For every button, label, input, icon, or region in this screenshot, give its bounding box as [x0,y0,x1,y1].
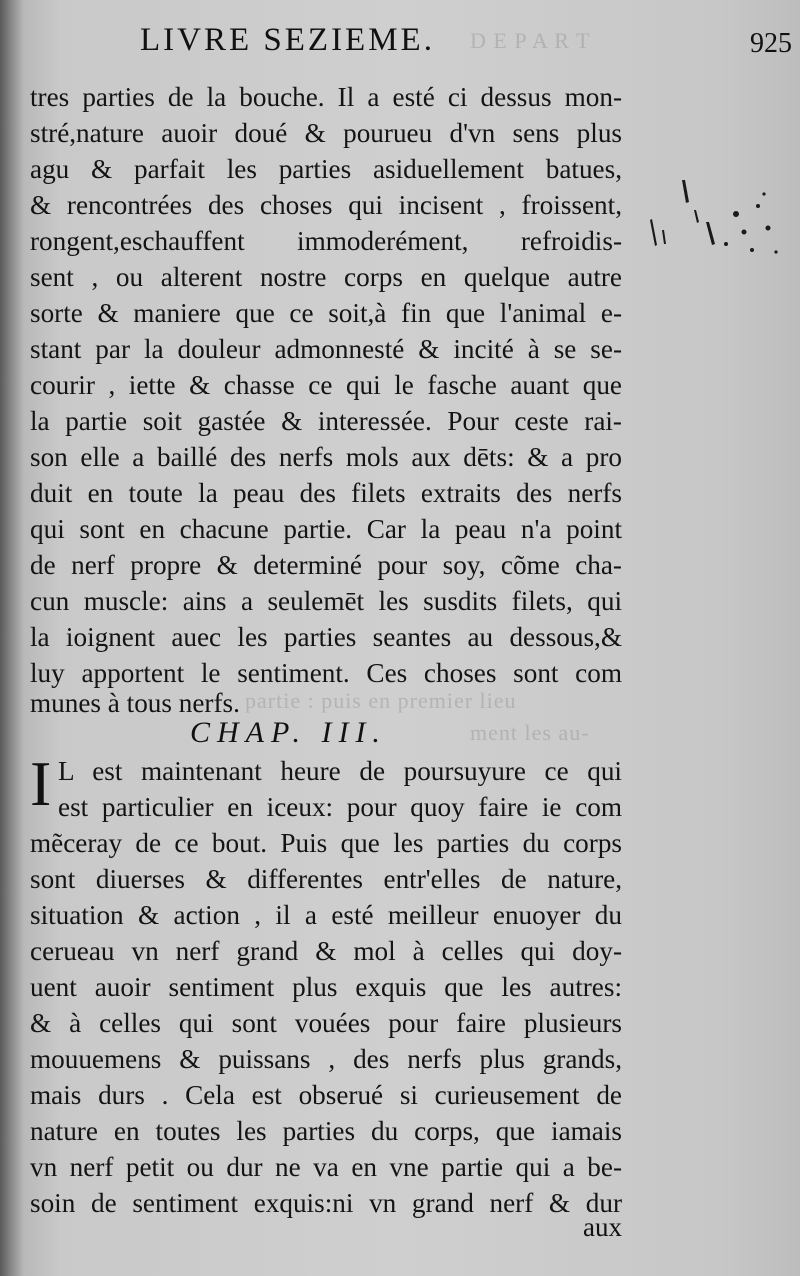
text-line: situation & action , il a esté meilleur enuoyer du [30,900,622,930]
chapter-heading: CHAP. III. [190,716,387,749]
show-through-text: D E P A R T [470,28,591,53]
text-line: sont diuerses & differentes entr'elles de nature, [30,864,622,894]
show-through-text: partie : puis en premier lieu [245,688,517,713]
text-line: agu & parfait les parties asiduellement batues, [30,154,622,184]
text-line: tres parties de la bouche. Il a esté ci dessus mon- [30,82,622,112]
text-line: cerueau vn nerf grand & mol à celles qui doy- [30,936,622,966]
text-line: mẽceray de ce bout. Puis que les parties du corps [30,828,622,858]
text-line: sent , ou alterent nostre corps en quelque autre [30,262,622,292]
text-line: vn nerf petit ou dur ne va en vne partie qui a be- [30,1152,622,1182]
text-line: sorte & maniere que ce soit,à fin que l'animal e- [30,298,622,328]
running-head: LIVRE SEZIEME. [140,22,435,58]
text-line: luy apportent le sentiment. Ces choses sont com [30,658,622,688]
text-line: courir , iette & chasse ce qui le fasche auant que [30,370,622,400]
text-line: stré,nature auoir doué & pourueu d'vn sens plus [30,118,622,148]
text-line: la partie soit gastée & interessée. Pour ceste rai- [30,406,622,436]
text-line: nature en toutes les parties du corps, que iamais [30,1116,622,1146]
text-line: & à celles qui sont vouées pour faire plusieurs [30,1008,622,1038]
text-line: rongent,eschauffent immoderément, refroidis- [30,226,622,256]
text-line: duit en toute la peau des filets extraits des nerfs [30,478,622,508]
text-line: la ioignent auec les parties seantes au dessous,& [30,622,622,652]
text-line: soin de sentiment exquis:ni vn grand nerf & dur [30,1188,622,1218]
ink-specks [640,170,790,280]
text-line: qui sont en chacune partie. Car la peau n'a point [30,514,622,544]
show-through-text: ment les au- [470,720,590,745]
text-line: cun muscle: ains a seulemēt les susdits filets, qui [30,586,622,616]
catchword: aux [583,1212,622,1242]
text-line: est particulier en iceux: pour quoy faire ie com [58,792,622,822]
text-line: uent auoir sentiment plus exquis que les autres: [30,972,622,1002]
text-line: son elle a baillé des nerfs mols aux dēts: & a pro [30,442,622,472]
text-line: L est maintenant heure de poursuyure ce qui [58,756,622,786]
page-number: 925 [750,28,792,59]
text-line: & rencontrées des choses qui incisent , froissent, [30,190,622,220]
text-line: munes à tous nerfs. [30,688,240,718]
text-line: de nerf propre & determiné pour soy, cõme cha- [30,550,622,580]
text-line: mais durs . Cela est obserué si curieusement de [30,1080,622,1110]
drop-capital: I [30,748,52,819]
text-line: stant par la douleur admonnesté & incité à se se- [30,334,622,364]
text-line: mouuemens & puissans , des nerfs plus grands, [30,1044,622,1074]
